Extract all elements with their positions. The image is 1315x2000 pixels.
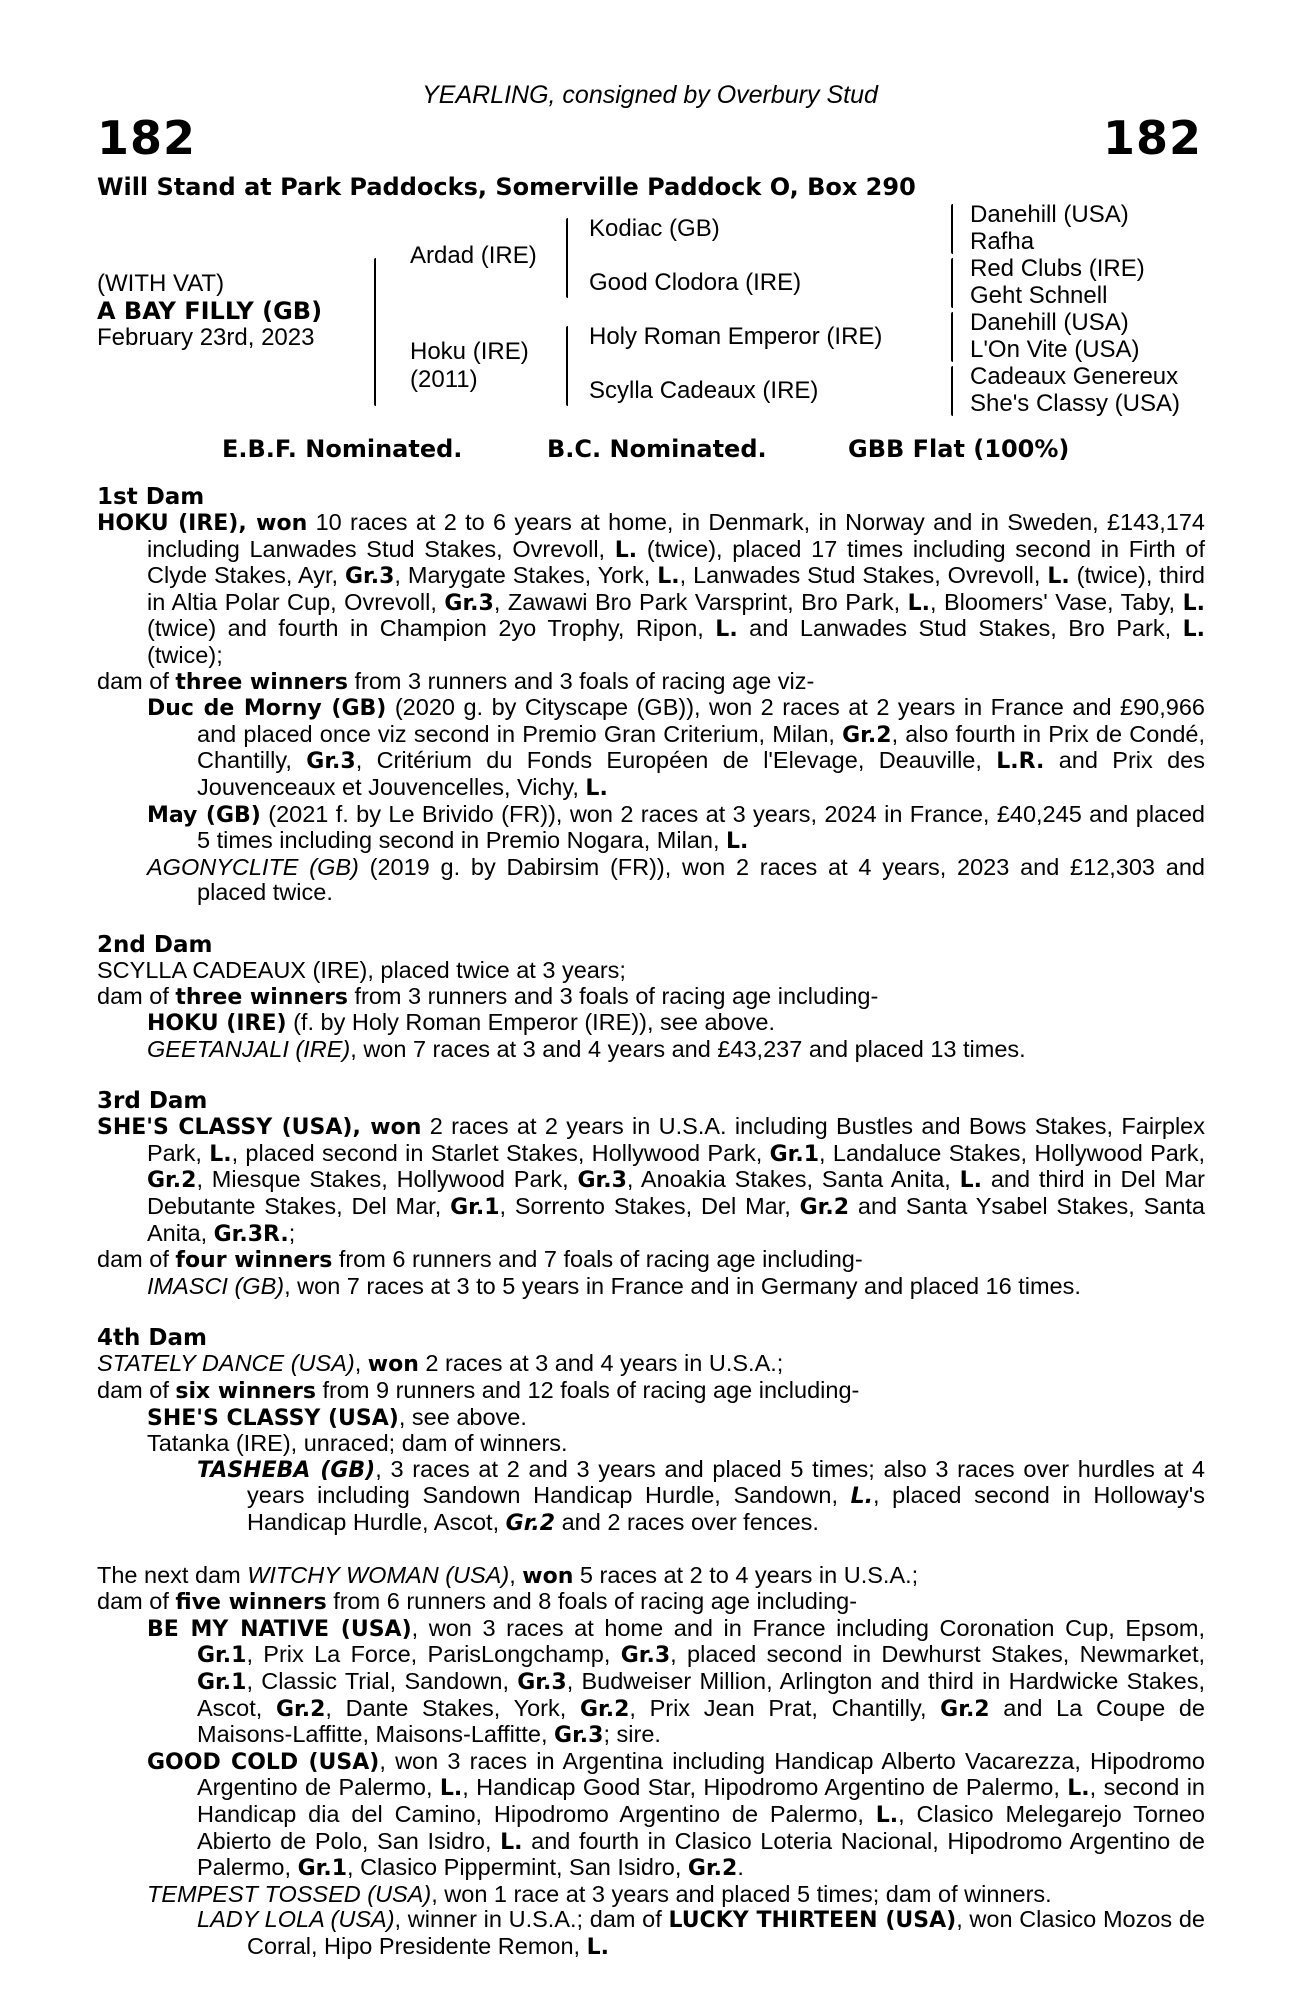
- foaling-date: February 23rd, 2023: [97, 324, 315, 351]
- dam-sire: Holy Roman Emperor (IRE): [589, 323, 883, 350]
- produce-tasheba: TASHEBA (GB), 3 races at 2 and 3 years and placed 5 times; also 3 races over hurdles at 4 years including Sandown Handicap Hurdle, Sandown, L., placed second in Holloway's Handicap Hurdle, Ascot, Gr.2 and 2 races over fences.: [197, 1455, 1205, 1536]
- next-dam-section: [97, 1563, 1205, 1961]
- second-dam-heading: 2nd Dam: [97, 931, 213, 958]
- ggp-4: Geht Schnell: [970, 282, 1108, 309]
- third-dam-record: SHE'S CLASSY (USA), won 2 races at 2 years in U.S.A. including Bustles and Bows Stakes, Fairplex Park, L., placed second in Starlet Stakes, Hollywood Park, Gr.1, Landaluce Stakes, Hollywood Park, Gr.2, Miesque Stakes, Hollywood Park, Gr.3, Anoakia Stakes, Santa Anita, L. and third in Del Mar Debutante Stakes, Del Mar, Gr.1, Sorrento Stakes, Del Mar, Gr.2 and Santa Ysabel Stakes, Santa Anita, Gr.3R.;: [97, 1113, 1206, 1247]
- pedigree-brace-dam: [566, 326, 568, 406]
- first-dam-section: [97, 484, 1205, 906]
- consignor-subtitle: YEARLING, consigned by Overbury Stud: [422, 81, 878, 109]
- gbb-flat: GBB Flat (100%): [848, 435, 1070, 463]
- produce-shes-classy: SHE'S CLASSY (USA), see above.: [147, 1403, 527, 1431]
- sire-dam: Good Clodora (IRE): [589, 269, 802, 296]
- ggp-7: Cadeaux Genereux: [970, 363, 1179, 390]
- next-dam-produce-summary: dam of five winners from 6 runners and 8 foals of racing age including-: [97, 1588, 858, 1616]
- pedigree-brace-g3: [951, 312, 953, 362]
- dam-dam: Scylla Cadeaux (IRE): [589, 377, 819, 404]
- pedigree-brace-g1: [951, 204, 953, 254]
- horse-name: A BAY FILLY (GB): [97, 297, 323, 325]
- ggp-1: Danehill (USA): [970, 201, 1129, 228]
- produce-be-my-native: BE MY NATIVE (USA), won 3 races at home and in France including Coronation Cup, Epsom, Gr.1, Prix La Force, ParisLongchamp, Gr.3, placed second in Dewhurst Stakes, Newmarket, Gr.1, Classic Trial, Sandown, Gr.3, Budweiser Million, Arlington and third in Hardwicke Stakes, Ascot, Gr.2, Dante Stakes, York, Gr.2, Prix Jean Prat, Chantilly, Gr.2 and La Coupe de Maisons-Laffitte, Maisons-Laffitte, Gr.3; sire.: [147, 1614, 1206, 1749]
- second-dam-produce-summary: dam of three winners from 3 runners and 3 foals of racing age including-: [97, 982, 879, 1010]
- pedigree-brace-sire: [566, 218, 568, 298]
- first-dam-produce-summary: dam of three winners from 3 runners and 3 foals of racing age viz-: [97, 667, 815, 695]
- next-dam-record: The next dam WITCHY WOMAN (USA), won 5 races at 2 to 4 years in U.S.A.;: [97, 1561, 919, 1589]
- bc-nomination: B.C. Nominated.: [547, 435, 767, 463]
- produce-agonyclite: AGONYCLITE (GB) (2019 g. by Dabirsim (FR)), won 2 races at 4 years, 2023 and £12,303 and placed twice.: [147, 853, 1205, 906]
- fourth-dam-section: [97, 1325, 1205, 1536]
- pedigree-brace-g4: [951, 366, 953, 416]
- third-dam-produce-summary: dam of four winners from 6 runners and 7 foals of racing age including-: [97, 1246, 863, 1274]
- produce-lady-lola: LADY LOLA (USA), winner in U.S.A.; dam of LUCKY THIRTEEN (USA), won Clasico Mozos de Corral, Hipo Presidente Remon, L.: [197, 1906, 1205, 1960]
- ggp-5: Danehill (USA): [970, 309, 1129, 336]
- lot-number-right: 182: [1102, 111, 1202, 165]
- sire-sire: Kodiac (GB): [589, 215, 720, 242]
- sire-name: Ardad (IRE): [410, 242, 537, 269]
- produce-imasci: IMASCI (GB), won 7 races at 3 to 5 years in France and in Germany and placed 16 times.: [147, 1272, 1081, 1299]
- third-dam-heading: 3rd Dam: [97, 1088, 208, 1115]
- first-dam-record: HOKU (IRE), won 10 races at 2 to 6 years at home, in Denmark, in Norway and in Sweden, £143,174 including Lanwades Stud Stakes, Ovrevoll, L. (twice), placed 17 times including second in Firth of Clyde Stakes, Ayr, Gr.3, Marygate Stakes, York, L., Lanwades Stud Stakes, Ovrevoll, L. (twice), third in Altia Polar Cup, Ovrevoll, Gr.3, Zawawi Bro Park Varsprint, Bro Park, L., Bloomers' Vase, Taby, L. (twice) and fourth in Champion 2yo Trophy, Ripon, L. and Lanwades Stud Stakes, Bro Park, L. (twice);: [97, 509, 1206, 668]
- ggp-6: L'On Vite (USA): [970, 336, 1140, 363]
- second-dam-section: [97, 932, 1205, 1062]
- pedigree-brace-g2: [951, 258, 953, 308]
- ggp-8: She's Classy (USA): [970, 390, 1180, 417]
- lot-number-left: 182: [97, 111, 197, 165]
- dam-name: Hoku (IRE): [410, 338, 529, 365]
- dam-year: (2011): [410, 366, 478, 393]
- first-dam-heading: 1st Dam: [97, 484, 205, 510]
- produce-good-cold: GOOD COLD (USA), won 3 races in Argentina including Handicap Alberto Vacarezza, Hipodromo Argentino de Palermo, L., Handicap Good Star, Hipodromo Argentino de Palermo, L., second in Handicap dia del Camino, Hipodromo Argentino de Palermo, L., Clasico Melegarejo Torneo Abierto de Polo, San Isidro, L. and fourth in Clasico Loteria Nacional, Hipodromo Argentino de Palermo, Gr.1, Clasico Pippermint, San Isidro, Gr.2.: [147, 1747, 1206, 1882]
- ebf-nomination: E.B.F. Nominated.: [222, 435, 463, 463]
- second-dam-record: SCYLLA CADEAUX (IRE), placed twice at 3 years;: [97, 956, 626, 983]
- fourth-dam-heading: 4th Dam: [97, 1325, 207, 1352]
- pedigree-notes: [97, 484, 1205, 1961]
- ggp-3: Red Clubs (IRE): [970, 255, 1145, 282]
- produce-tempest-tossed: TEMPEST TOSSED (USA), won 1 race at 3 years and placed 5 times; dam of winners.: [147, 1880, 1052, 1907]
- stand-location: Will Stand at Park Paddocks, Somerville Paddock O, Box 290: [97, 173, 916, 201]
- fourth-dam-produce-summary: dam of six winners from 9 runners and 12 foals of racing age including-: [97, 1377, 860, 1405]
- produce-hoku: HOKU (IRE) (f. by Holy Roman Emperor (IRE)), see above.: [147, 1009, 776, 1037]
- produce-may: May (GB) (2021 f. by Le Brivido (FR)), won 2 races at 3 years, 2024 in France, £40,245 and placed 5 times including second in Premio Nogara, Milan, L.: [147, 800, 1205, 855]
- produce-duc-de-morny: Duc de Morny (GB) (2020 g. by Cityscape (GB)), won 2 races at 2 years in France and £90,966 and placed once viz second in Premio Gran Criterium, Milan, Gr.2, also fourth in Prix de Condé, Chantilly, Gr.3, Critérium du Fonds Européen de l'Elevage, Deauville, L.R. and Prix des Jouvenceaux et Jouvencelles, Vichy, L.: [147, 694, 1205, 801]
- fourth-dam-record: STATELY DANCE (USA), won 2 races at 3 and 4 years in U.S.A.;: [97, 1350, 784, 1378]
- produce-geetanjali: GEETANJALI (IRE), won 7 races at 3 and 4 years and £43,237 and placed 13 times.: [147, 1035, 1026, 1062]
- pedigree-brace-main: [374, 258, 376, 406]
- ggp-2: Rafha: [970, 228, 1035, 255]
- vat-note: (WITH VAT): [97, 270, 225, 297]
- produce-tatanka: Tatanka (IRE), unraced; dam of winners.: [147, 1430, 568, 1457]
- third-dam-section: [97, 1088, 1205, 1299]
